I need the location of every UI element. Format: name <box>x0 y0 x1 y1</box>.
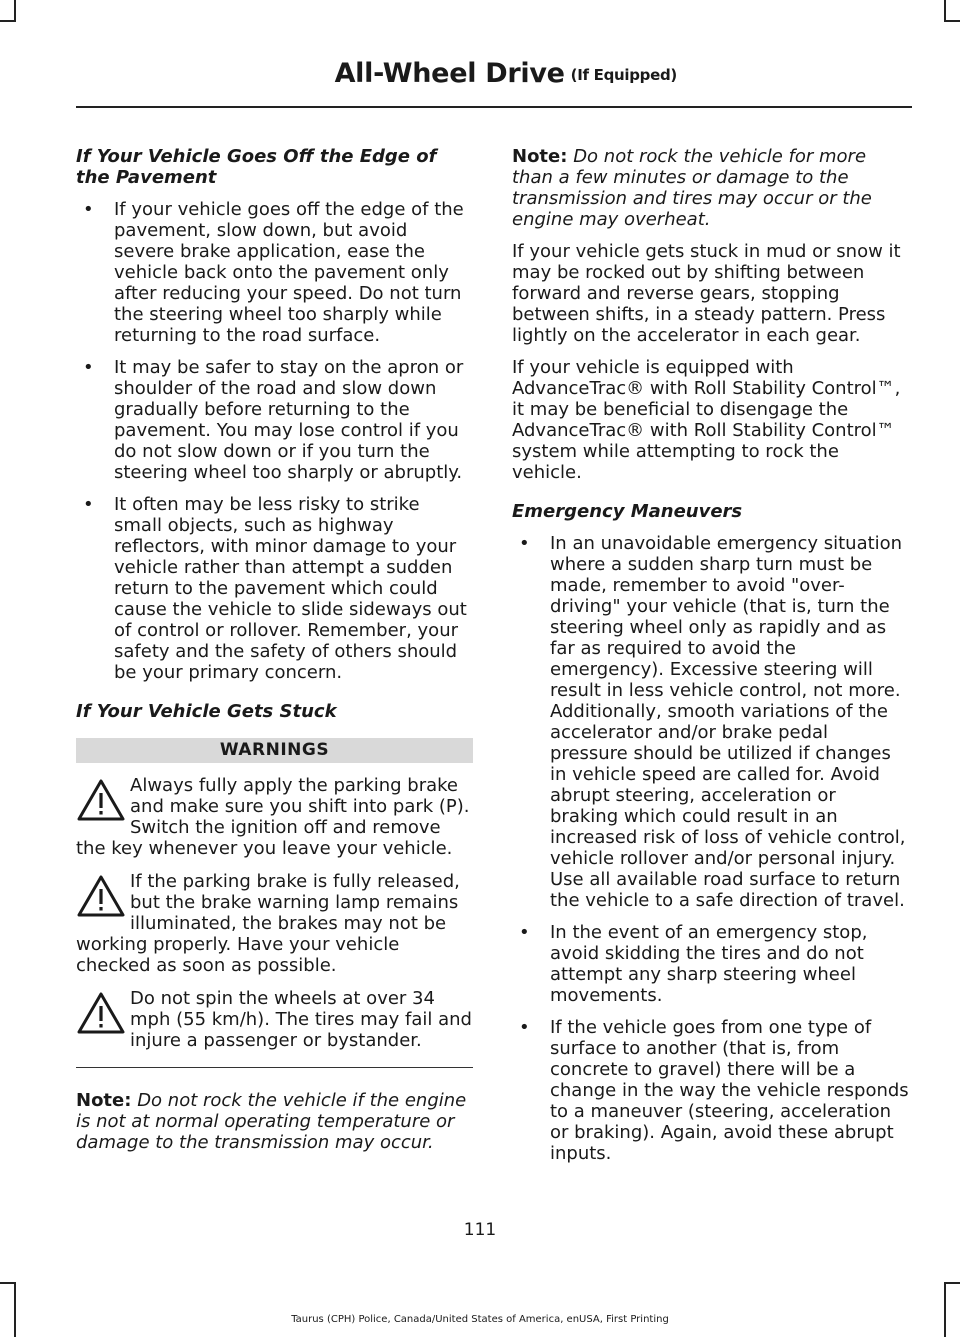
bullet-marker: • <box>519 922 530 943</box>
list-item-text: In the event of an emergency stop, avoid skidding the tires and do not attempt any sharp steering wheel movements. <box>550 922 868 1006</box>
page-number: 111 <box>463 1220 497 1240</box>
page-header <box>335 58 677 89</box>
bullet-marker: • <box>83 357 94 378</box>
note-label: Note: <box>76 1090 132 1111</box>
crop-mark-top-right-v <box>944 0 946 22</box>
right-column <box>512 146 909 1164</box>
crop-mark-bottom-right-h <box>944 1282 960 1284</box>
warning-item <box>76 871 473 976</box>
list-item <box>512 922 909 1006</box>
left-column <box>76 146 473 1153</box>
crop-mark-top-left-h <box>0 20 16 22</box>
warnings-header: WARNINGS <box>76 738 473 763</box>
crop-mark-bottom-right-v <box>944 1282 946 1337</box>
list-item-text: If the vehicle goes from one type of surface to another (that is, from concrete to gravel) there will be a change in the way the vehicle responds to a maneuver (steering, acceleration or braking). Again, avoid these abrupt inputs. <box>550 1017 909 1164</box>
crop-mark-top-right-h <box>944 20 960 22</box>
list-item <box>76 357 473 483</box>
warning-text: If the parking brake is fully released, but the brake warning lamp remains illuminated, the brakes may not be working properly. Have your vehicle checked as soon as possible. <box>76 871 460 976</box>
note-text: Do not rock the vehicle if the engine is not at normal operating temperature or damage to the transmission may occur. <box>76 1090 467 1153</box>
header-title: All-Wheel Drive <box>334 58 565 89</box>
bullet-marker: • <box>83 199 94 220</box>
header-rule <box>76 106 912 108</box>
heading-off-edge: If Your Vehicle Goes Off the Edge of the Pavement <box>76 146 437 188</box>
bullet-marker: • <box>83 494 94 515</box>
crop-mark-bottom-left-v <box>14 1282 16 1337</box>
header-subtitle: (If Equipped) <box>570 66 677 84</box>
list-item <box>76 494 473 683</box>
list-item <box>76 199 473 346</box>
warning-text: Do not spin the wheels at over 34 mph (55 km/h). The tires may fail and injure a passenger or bystander. <box>130 988 472 1051</box>
note-right <box>512 146 909 230</box>
paragraph-advancetrac: If your vehicle is equipped with AdvanceTrac® with Roll Stability Control™, it may be beneficial to disengage the AdvanceTrac® with Roll Stability Control™ system while attempting to rock the vehicle. <box>512 357 901 483</box>
warnings-divider <box>76 1067 473 1068</box>
heading-stuck: If Your Vehicle Gets Stuck <box>76 701 337 722</box>
warning-item <box>76 775 473 859</box>
list-item-text: It may be safer to stay on the apron or shoulder of the road and slow down gradually before returning to the pavement. You may lose control if you do not slow down or if you turn the steering wheel too sharply or abruptly. <box>114 357 464 483</box>
off-edge-bullets <box>76 199 473 683</box>
note-text: Do not rock the vehicle for more than a few minutes or damage to the transmission and tires may occur or the engine may overheat. <box>512 146 872 230</box>
paragraph-rocking: If your vehicle gets stuck in mud or snow it may be rocked out by shifting between forward and reverse gears, stopping between shifts, in a steady pattern. Press lightly on the accelerator in each gear. <box>512 241 901 346</box>
bullet-marker: • <box>519 1017 530 1038</box>
emergency-bullets <box>512 533 909 1164</box>
list-item-text: If your vehicle goes off the edge of the pavement, slow down, but avoid severe brake application, ease the vehicle back onto the pavement only after reducing your speed. Do not turn the steering wheel too sharply while returning to the road surface. <box>114 199 464 346</box>
warning-triangle-icon <box>76 778 126 822</box>
list-item <box>512 533 909 911</box>
list-item <box>512 1017 909 1164</box>
crop-mark-top-left-v <box>14 0 16 22</box>
note-label: Note: <box>512 146 568 167</box>
warning-text: Always fully apply the parking brake and make sure you shift into park (P). Switch the ignition off and remove the key whenever you leave your vehicle. <box>76 775 470 859</box>
warning-triangle-icon <box>76 991 126 1035</box>
heading-emergency: Emergency Maneuvers <box>512 501 743 522</box>
footer-text: Taurus (CPH) Police, Canada/United States of America, enUSA, First Printing <box>291 1314 669 1325</box>
note-left <box>76 1090 473 1153</box>
warning-triangle-icon <box>76 874 126 918</box>
list-item-text: It often may be less risky to strike small objects, such as highway reflectors, with minor damage to your vehicle rather than attempt a sudden return to the pavement which could cause the vehicle to slide sideways out of control or rollover. Remember, your safety and the safety of others should be your primary concern. <box>114 494 467 683</box>
warning-item <box>76 988 473 1051</box>
list-item-text: In an unavoidable emergency situation where a sudden sharp turn must be made, remember to avoid "over-driving" your vehicle (that is, turn the steering wheel only as rapidly and as far as required to avoid the emergency). Excessive steering will result in less vehicle control, not more. Additionally, smooth variations of the accelerator and/or brake pedal pressure should be utilized if changes in vehicle speed are called for. Avoid abrupt steering, acceleration or braking which could result in an increased risk of loss of vehicle control, vehicle rollover and/or personal injury. Use all available road surface to return the vehicle to a safe direction of travel. <box>550 533 906 911</box>
crop-mark-bottom-left-h <box>0 1282 16 1284</box>
bullet-marker: • <box>519 533 530 554</box>
